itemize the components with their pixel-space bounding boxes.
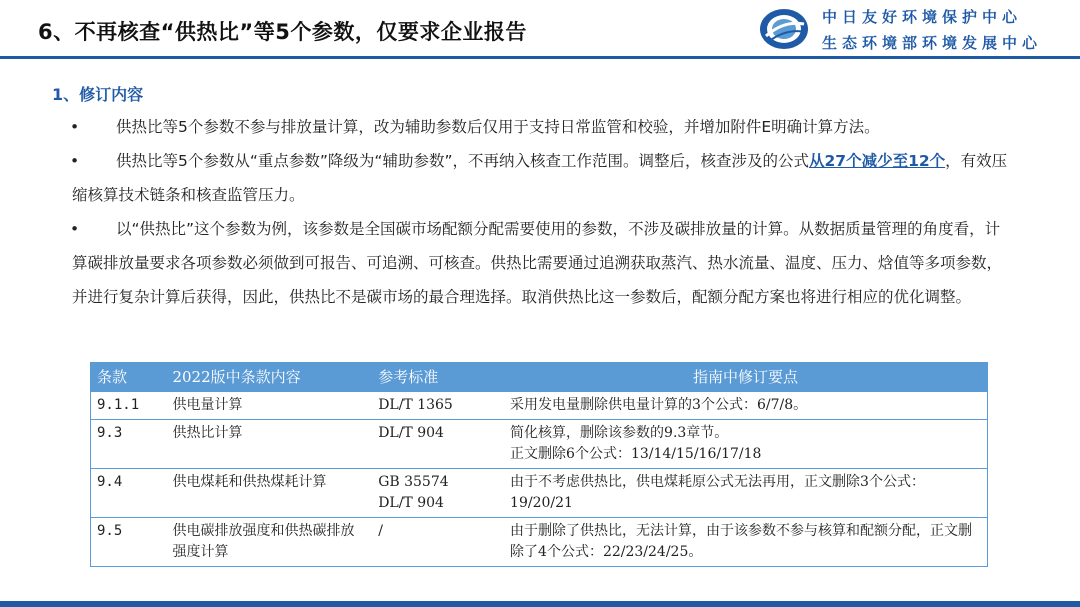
cell-content: 供热比计算: [166, 420, 372, 469]
header-clause: 条款: [97, 368, 128, 386]
bullet-item: [72, 144, 1012, 212]
point-line: 采用发电量删除供电量计算的3个公式：6/7/8。: [510, 397, 808, 413]
section-heading: 1、修订内容: [52, 85, 144, 104]
cell-points: [504, 392, 987, 420]
bullet-marker: •: [70, 152, 80, 170]
cell-standard: /: [372, 518, 504, 567]
cell-standard: DL/T 904: [372, 420, 504, 469]
header-standard: 参考标准: [378, 368, 439, 386]
cell-content: 供电煤耗和供热煤耗计算: [166, 469, 372, 518]
table-row: [91, 518, 988, 567]
cell-points: [504, 518, 987, 567]
cell-content: 供电碳排放强度和供热碳排放强度计算: [166, 518, 372, 567]
point-line: 简化核算，删除该参数的9.3章节。: [510, 425, 729, 441]
cell-clause: 9.5: [91, 518, 167, 567]
bullet-item: [72, 212, 1012, 314]
cell-content: 供电量计算: [166, 392, 372, 420]
page-title: 6、不再核查“供热比”等5个参数，仅要求企业报告: [38, 20, 527, 44]
header-points: 指南中修订要点: [693, 368, 799, 386]
title-divider: [0, 56, 1080, 59]
header-content: 2022版中条款内容: [172, 368, 301, 386]
table-row: [91, 392, 988, 420]
org-name-2: 生态环境部环境发展中心: [822, 34, 1043, 52]
point-line: 正文删除6个公式：13/14/15/16/17/18: [510, 446, 762, 462]
table-row: [91, 469, 988, 518]
bullet-marker: •: [70, 220, 80, 238]
point-line: 由于删除了供热比，无法计算，由于该参数不参与核算和配额分配，正文删除了4个公式：22/23/24/25。: [510, 523, 973, 560]
bullet-text: 以“供热比”这个参数为例，该参数是全国碳市场配额分配需要使用的参数，不涉及碳排放量的计算。从数据质量管理的角度看，计算碳排放量要求各项参数必须做到可报告、可追溯、可核查。供热比需要通过追溯获取蒸汽、热水流量、温度、压力、焓值等多项参数，并进行复杂计算后获得，因此，供热比不是碳市场的最合理选择。取消供热比这一参数后，配额分配方案也将进行相应的优化调整。: [72, 220, 1003, 306]
cell-clause: 9.1.1: [91, 392, 167, 420]
cell-standard: GB 35574 DL/T 904: [372, 469, 504, 518]
table-header-row: [91, 362, 988, 392]
bullet-text-after: ，有效压缩核算技术链条和核查监管压力。: [72, 152, 1008, 204]
org-name-1: 中日友好环境保护中心: [822, 8, 1023, 26]
cell-points: [504, 469, 987, 518]
cell-points: [504, 420, 987, 469]
revision-table-grid: [90, 362, 988, 567]
cell-clause: 9.3: [91, 420, 167, 469]
point-line: 由于不考虑供热比，供电煤耗原公式无法再用，正文删除3个公式：19/20/21: [510, 474, 925, 511]
footer-divider: [0, 601, 1080, 607]
revision-table: [90, 362, 988, 567]
table-row: [91, 420, 988, 469]
bullet-text: 供热比等5个参数不参与排放量计算，改为辅助参数后仅用于支持日常监管和校验，并增加附件E明确计算方法。: [116, 118, 880, 136]
bullet-item: [72, 110, 1012, 144]
bullet-marker: •: [70, 118, 80, 136]
slide-header: [0, 0, 1080, 58]
emphasis-text: 从27个减少至12个: [809, 152, 946, 170]
cell-clause: 9.4: [91, 469, 167, 518]
bullet-list: [72, 110, 1012, 314]
bullet-text: [72, 152, 1007, 204]
cell-standard: DL/T 1365: [372, 392, 504, 420]
globe-logo-icon: [758, 6, 810, 52]
bullet-text-before: 供热比等5个参数从“重点参数”降级为“辅助参数”，不再纳入核查工作范围。调整后，核查涉及的公式: [116, 152, 809, 170]
